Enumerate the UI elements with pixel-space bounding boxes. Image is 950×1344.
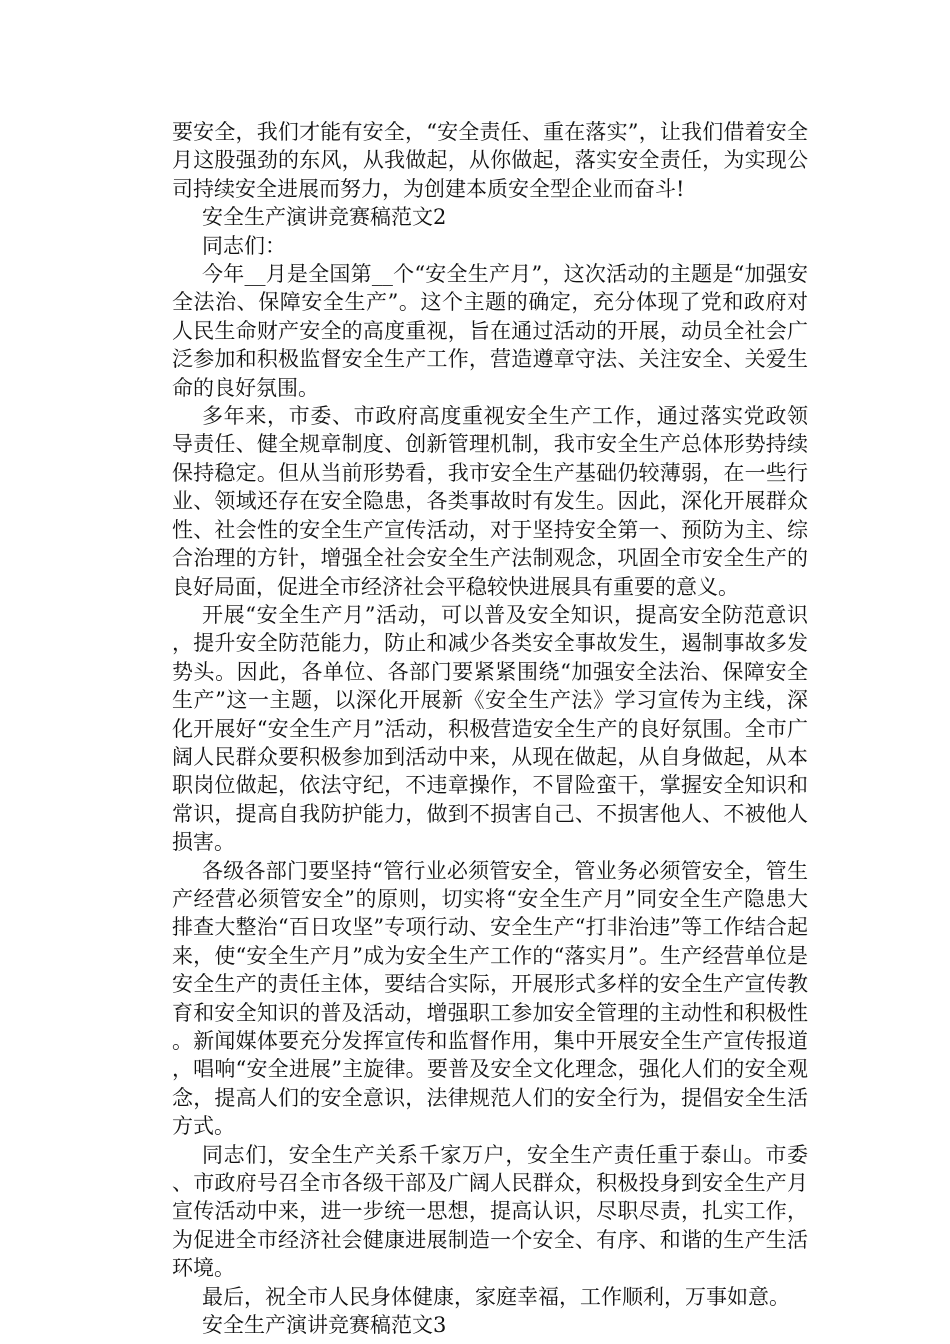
body-paragraph-3: 开展“安全生产月”活动，可以普及安全知识，提高安全防范意识，提升安全防范能力，防止和减少各类安全事故发生，遏制事故多发势头。因此，各单位、各部门要紧紧围绕“加强安全法治、保障安全生产”这一主题，以深化开展新《安全生产法》学习宣传为主线，深化开展好“安全生产月”活动，积极营造安全生产的良好氛围。全市广阔人民群众要积极参加到活动中来，从现在做起，从自身做起，从本职岗位做起，依法守纪，不违章操作，不冒险蛮干，掌握安全知识和常识，提高自我防护能力，做到不损害自己、不损害他人、不被他人损害。: [172, 602, 808, 855]
section-heading-2: 安全生产演讲竞赛稿范文2: [202, 205, 447, 230]
body-paragraph-5: 同志们，安全生产关系千家万户，安全生产责任重于泰山。市委、市政府号召全市各级干部及广阔人民群众，积极投身到安全生产月宣传活动中来，进一步统一思想，提高认识，尽职尽责，扎实工作，为促进全市经济社会健康进展制造一个安全、有序、和谐的生产生活环境。: [172, 1142, 808, 1281]
section-heading-3: 安全生产演讲竞赛稿范文3: [202, 1313, 447, 1338]
body-paragraph-1: 今年__月是全国第__个“安全生产月”，这次活动的主题是“加强安全法治、保障安全生产”。这个主题的确定，充分体现了党和政府对人民生命财产安全的高度重视，旨在通过活动的开展，动员全社会广泛参加和积极监督安全生产工作，营造遵章守法、关注安全、关爱生命的良好氛围。: [172, 262, 808, 400]
salutation: 同志们：: [202, 233, 286, 258]
body-paragraph-2: 多年来，市委、市政府高度重视安全生产工作，通过落实党政领导责任、健全规章制度、创新管理机制，我市安全生产总体形势持续保持稳定。但从当前形势看，我市安全生产基础仍较薄弱，在一些行业、领域还存在安全隐患，各类事故时有发生。因此，深化开展群众性、社会性的安全生产宣传活动，对于坚持安全第一、预防为主、综合治理的方针，增强全社会安全生产法制观念，巩固全市安全生产的良好局面，促进全市经济社会平稳较快进展具有重要的意义。: [172, 404, 808, 599]
body-paragraph-4: 各级各部门要坚持“管行业必须管安全，管业务必须管安全，管生产经营必须管安全”的原则，切实将“安全生产月”同安全生产隐患大排查大整治“百日攻坚”专项行动、安全生产“打非治违”等工作结合起来，使“安全生产月”成为安全生产工作的“落实月”。生产经营单位是安全生产的责任主体，要结合实际，开展形式多样的安全生产宣传教育和安全知识的普及活动，增强职工参加安全管理的主动性和积极性。新闻媒体要充分发挥宣传和监督作用，集中开展安全生产宣传报道，唱响“安全进展”主旋律。要普及安全文化理念，强化人们的安全观念，提高人们的安全意识，法律规范人们的安全行为，提倡安全生活方式。: [172, 858, 808, 1139]
continuation-paragraph: 要安全，我们才能有安全，“安全责任、重在落实”，让我们借着安全月这股强劲的东风，从我做起，从你做起，落实安全责任，为实现公司持续安全进展而努力，为创建本质安全型企业而奋斗!: [172, 120, 808, 201]
document-body: [172, 118, 808, 1339]
closing-paragraph: 最后，祝全市人民身体健康，家庭幸福，工作顺利，万事如意。: [202, 1284, 790, 1309]
